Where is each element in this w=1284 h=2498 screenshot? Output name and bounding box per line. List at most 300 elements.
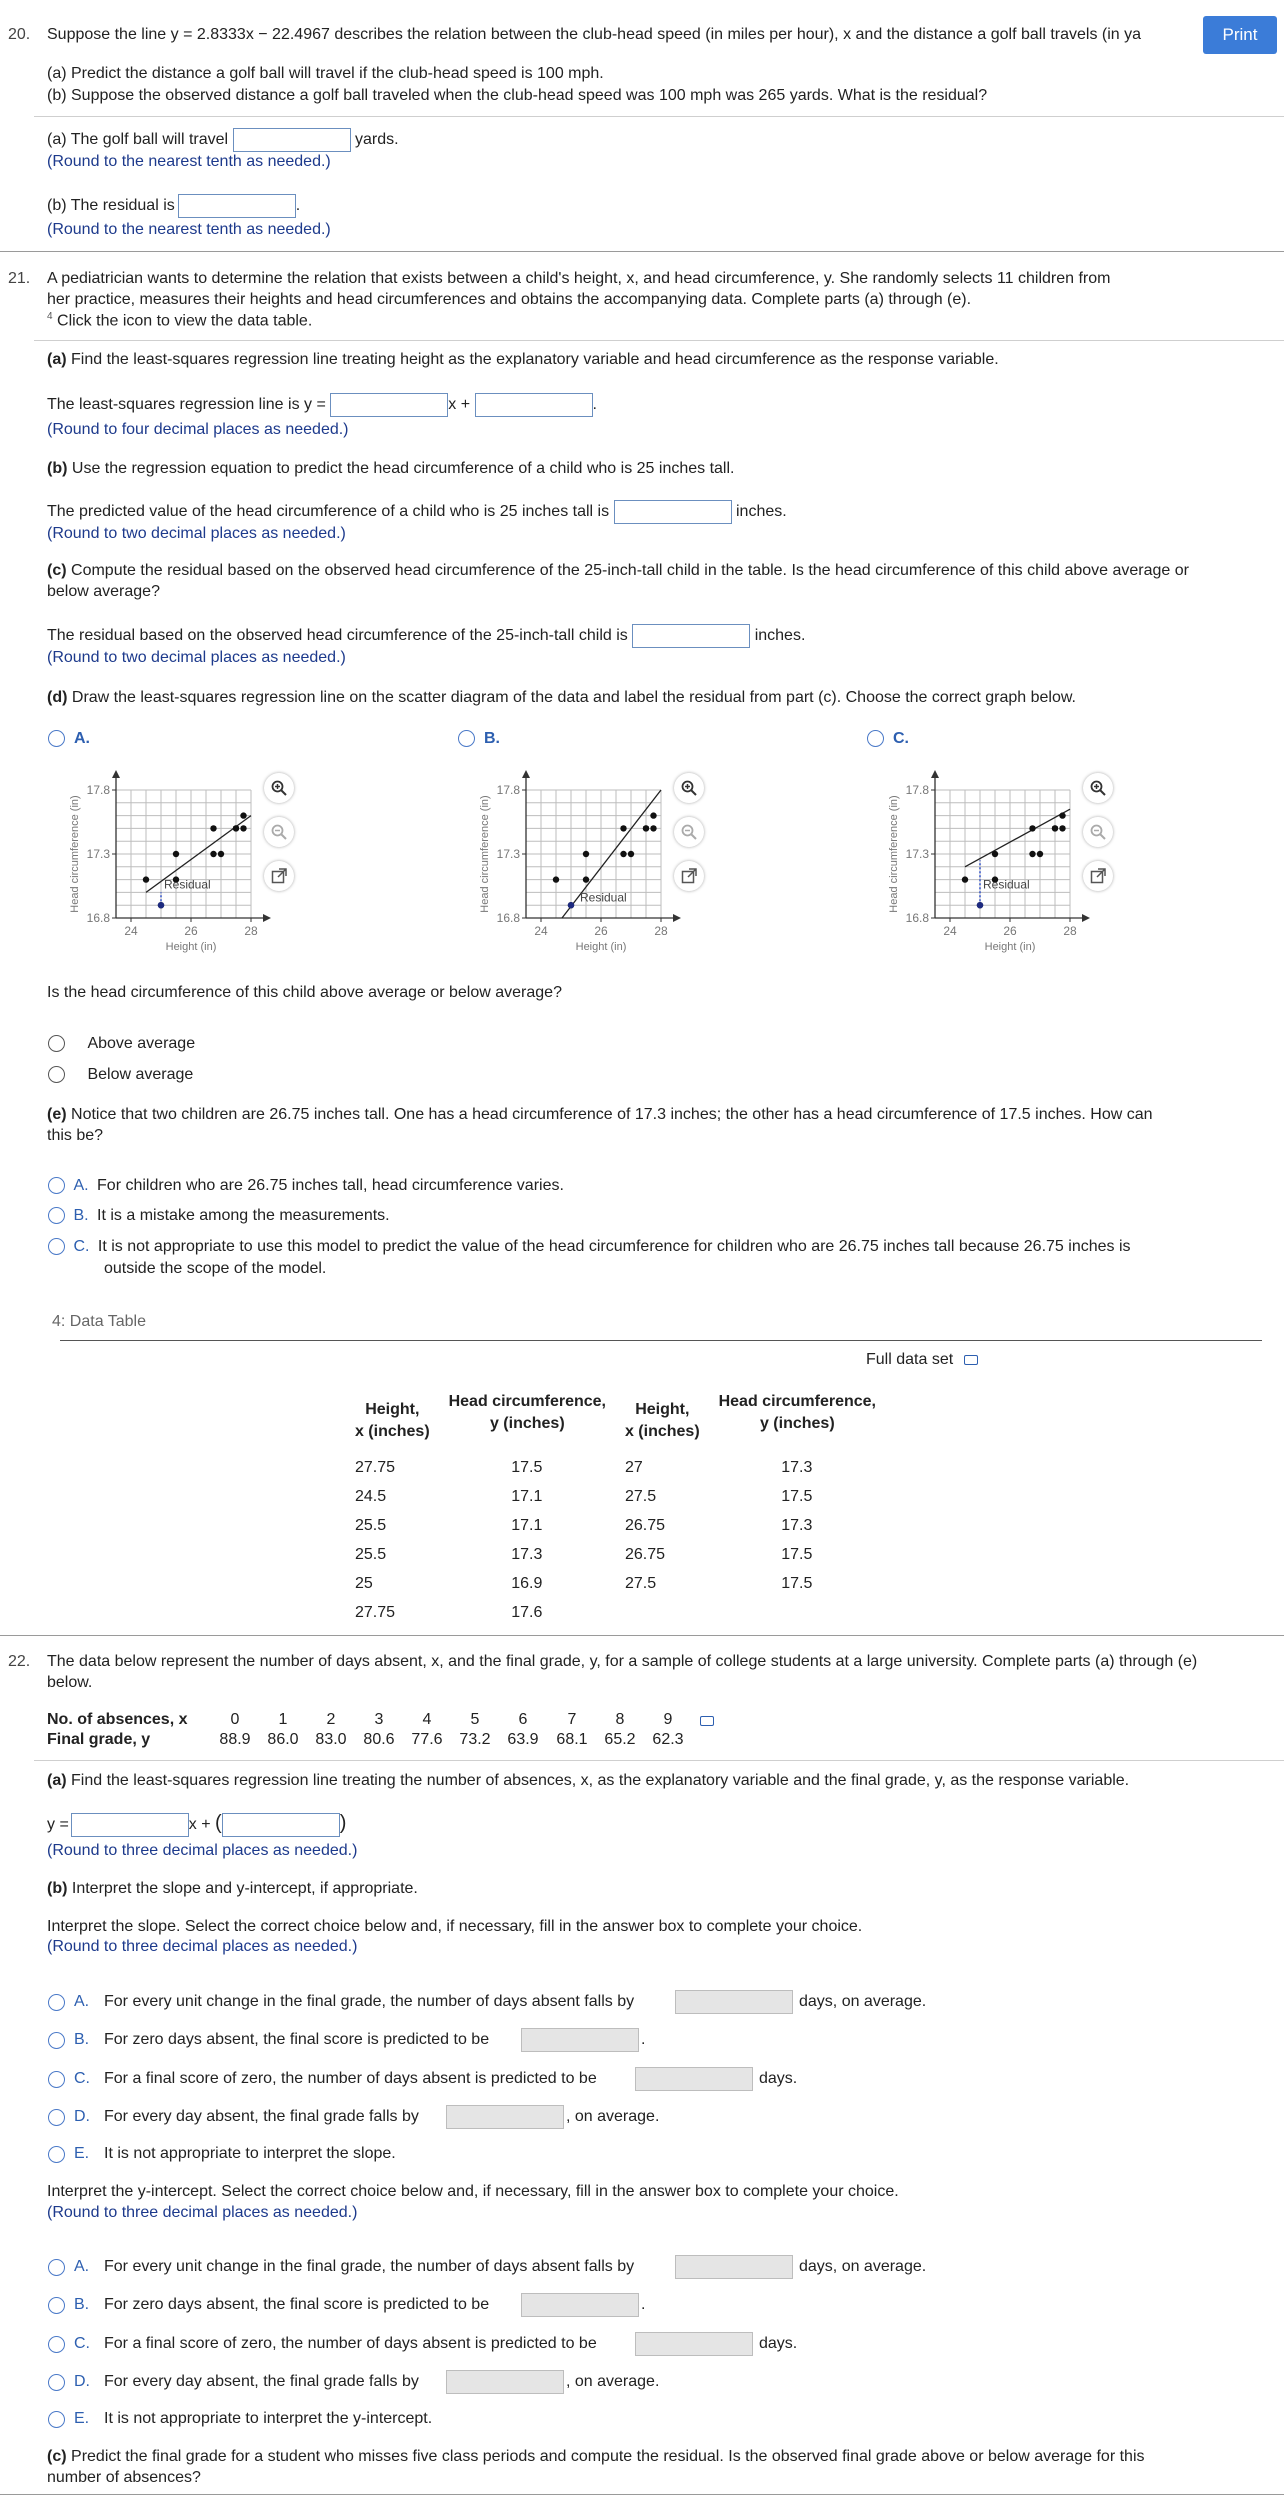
grade-value: 88.9 [219, 1731, 251, 1748]
slope-option-b-post: . [641, 2031, 646, 2048]
table-cell: 17.5 [511, 1458, 543, 1476]
th-head-2: Head circumference, y (inches) [718, 1393, 876, 1432]
graph-option-c[interactable] [867, 727, 1197, 967]
absence-value: 0 [230, 1711, 240, 1728]
intercept-option-e-radio[interactable] [48, 2411, 65, 2428]
q20-round-a: (Round to the nearest tenth as needed.) [47, 153, 331, 170]
q21-residual-input[interactable] [632, 624, 750, 648]
slope-option-c-text: For a final score of zero, the number of days absent is predicted to be [104, 2070, 597, 2087]
y-tick-label: 16.8 [905, 911, 929, 925]
absence-value: 7 [567, 1711, 577, 1728]
zoom-in-icon[interactable] [264, 773, 294, 803]
row-y-label: Final grade, y [47, 1731, 151, 1748]
th-height-2: Height, x (inches) [624, 1401, 700, 1440]
e-option-a[interactable] [48, 1177, 564, 1195]
graph-option-a-radio[interactable] [48, 730, 65, 747]
q21-number: 21. [8, 270, 31, 287]
q21-b-post: inches. [736, 503, 787, 521]
data-point [583, 851, 589, 857]
table-cell: 27 [625, 1458, 643, 1476]
q21-e-label: (e) [47, 1106, 67, 1123]
q22-part-a [47, 1772, 1129, 1790]
intercept-option-c-letter: C. [74, 2335, 90, 2352]
grade-value: 62.3 [652, 1731, 684, 1748]
zoom-out-icon[interactable] [264, 817, 294, 847]
data-point [143, 876, 149, 882]
q21-data-ref[interactable] [47, 311, 312, 330]
x-axis-label: Height (in) [165, 941, 217, 953]
data-point [1037, 851, 1043, 857]
graph-option-a[interactable] [48, 727, 378, 967]
grade-value: 73.2 [459, 1731, 491, 1748]
graph-option-c-radio[interactable] [867, 730, 884, 747]
slope-option-a[interactable] [48, 1993, 1248, 2019]
q22-number: 22. [8, 1653, 31, 1670]
grade-value: 68.1 [556, 1731, 588, 1748]
intercept-option-e-text: It is not appropriate to interpret the y-intercept. [104, 2410, 433, 2427]
expand-icon[interactable] [1083, 861, 1113, 891]
x-tick-label: 24 [943, 924, 957, 938]
table-cell: 17.6 [511, 1603, 543, 1621]
slope-option-b-text: For zero days absent, the final score is predicted to be [104, 2031, 490, 2048]
data-point [650, 812, 656, 818]
x-tick-label: 26 [1003, 924, 1017, 938]
x-tick-label: 26 [184, 924, 198, 938]
slope-option-c-radio[interactable] [48, 2071, 65, 2088]
scatter-plot-a [48, 755, 278, 965]
zoom-in-icon[interactable] [1083, 773, 1113, 803]
q21-part-c [47, 562, 1189, 580]
data-point [650, 825, 656, 831]
q21-b-label: (b) [47, 460, 68, 477]
slope-option-e-radio[interactable] [48, 2146, 65, 2163]
table-cell: 25.5 [355, 1545, 387, 1563]
data-point [233, 825, 239, 831]
zoom-out-icon[interactable] [674, 817, 704, 847]
slope-option-a-letter: A. [74, 1993, 90, 2010]
q21-stem-line1: A pediatrician wants to determine the relation that exists between a child's height, x, and head circumference, y. She randomly selects 11 children from [47, 270, 1111, 287]
open-paren: ( [215, 1812, 222, 1834]
slope-option-a-radio[interactable] [48, 1994, 65, 2011]
x-tick-label: 28 [244, 924, 258, 938]
e-option-c-letter: C. [73, 1238, 90, 1255]
data-point [218, 851, 224, 857]
table-cell: 27.75 [355, 1458, 396, 1476]
table-cell: 17.3 [781, 1516, 813, 1534]
data-point [1029, 851, 1035, 857]
q21-slope-input[interactable] [330, 393, 448, 417]
table-cell: 17.1 [511, 1516, 543, 1534]
q20-part-a-prompt: (a) Predict the distance a golf ball will travel if the club-head speed is 100 mph. [47, 65, 604, 82]
absence-value: 8 [615, 1711, 625, 1728]
table-cell: 17.3 [511, 1545, 543, 1563]
q21-c-text2: below average? [47, 583, 160, 600]
q22-c-text1: Predict the final grade for a student who misses five class periods and compute the residual. Is the observed final grade above or below average for this [71, 2448, 1145, 2465]
slope-option-d-post: , on average. [566, 2108, 660, 2125]
y-tick-label: 17.3 [496, 847, 520, 861]
slope-option-e-text: It is not appropriate to interpret the slope. [104, 2145, 396, 2162]
intercept-option-d-radio[interactable] [48, 2374, 65, 2391]
slope-option-a-text: For every unit change in the final grade, the number of days absent falls by [104, 1993, 635, 2010]
intercept-option-b-post: . [641, 2296, 646, 2313]
close-paren: ) [339, 1812, 347, 1834]
q22-a-eq-pre: y = [47, 1816, 69, 1833]
avg-option-below[interactable] [48, 1066, 193, 1084]
data-point [240, 812, 246, 818]
above-average-label: Above average [87, 1035, 196, 1052]
row-x-label: No. of absences, x [47, 1711, 188, 1728]
data-point [620, 825, 626, 831]
y-axis-label: Head circumference (in) [479, 795, 491, 913]
regression-line [965, 809, 1070, 867]
e-option-b[interactable] [48, 1207, 390, 1225]
slope-option-e-letter: E. [74, 2145, 90, 2162]
slope-option-e[interactable] [48, 2145, 1248, 2171]
data-point [173, 851, 179, 857]
grade-value: 77.6 [411, 1731, 443, 1748]
q21-a-pre: The least-squares regression line is y = [47, 396, 326, 414]
q21-e-text2: this be? [47, 1127, 104, 1144]
intercept-option-d-post: , on average. [566, 2373, 660, 2390]
x-axis-label: Height (in) [984, 941, 1036, 953]
grade-value: 80.6 [363, 1731, 395, 1748]
x-axis-arrow [673, 914, 681, 922]
data-point-25in [568, 902, 574, 908]
q21-d-label: (d) [47, 689, 68, 706]
y-axis-arrow [112, 770, 120, 778]
intercept-option-a-letter: A. [74, 2258, 90, 2275]
th-height-1: Height, x (inches) [354, 1401, 430, 1440]
q21-ref-text: Click the icon to view the data table. [57, 312, 313, 330]
data-point [962, 876, 968, 882]
q20-stem: Suppose the line y = 2.8333x − 22.4967 describes the relation between the club-head speed (in miles per hour), x and the distance a golf ball travels (in ya [47, 26, 1142, 43]
q20-answer-a-post: yards. [355, 131, 399, 149]
slope-option-c-post: days. [759, 2070, 798, 2087]
intercept-round: (Round to three decimal places as needed.) [47, 2204, 358, 2221]
data-point [1052, 825, 1058, 831]
table-cell: 24.5 [355, 1487, 387, 1505]
graph-option-c-letter: C. [893, 730, 909, 747]
slope-option-b[interactable] [48, 2031, 1248, 2057]
intercept-option-e-letter: E. [74, 2410, 90, 2427]
intercept-option-d-input[interactable] [446, 2370, 564, 2394]
zoom-in-icon[interactable] [674, 773, 704, 803]
q21-b-answer [47, 500, 787, 524]
data-point [210, 851, 216, 857]
q20-answer-b-pre: (b) The residual is [47, 197, 175, 215]
intercept-option-a-post: days, on average. [799, 2258, 927, 2275]
table-cell: 25.5 [355, 1516, 387, 1534]
e-option-c-radio[interactable] [48, 1238, 65, 1255]
q22-a-round: (Round to three decimal places as needed.) [47, 1842, 358, 1859]
q21-a-text: Find the least-squares regression line treating height as the explanatory variable and head circumference as the response variable. [71, 351, 999, 368]
intercept-option-b-input[interactable] [521, 2293, 639, 2317]
intercept-option-d-letter: D. [74, 2373, 90, 2390]
y-tick-label: 17.3 [905, 847, 929, 861]
grade-value: 63.9 [507, 1731, 539, 1748]
q22-c-text2: number of absences? [47, 2469, 201, 2486]
table-cell [607, 1598, 718, 1627]
data-point [1059, 825, 1065, 831]
grade-value: 83.0 [315, 1731, 347, 1748]
table-cell: 26.75 [625, 1545, 666, 1563]
q20-answer-b-post: . [295, 197, 301, 215]
absence-value: 5 [470, 1711, 480, 1728]
print-button[interactable]: Print [1203, 16, 1277, 54]
y-axis-label: Head circumference (in) [69, 795, 81, 913]
e-option-b-letter: B. [73, 1207, 89, 1224]
residual-label: Residual [580, 890, 627, 905]
slope-option-d-text: For every day absent, the final grade falls by [104, 2108, 419, 2125]
table-cell: 17.5 [781, 1487, 813, 1505]
slope-option-a-input[interactable] [675, 1990, 793, 2014]
q22-b-text: Interpret the slope and y-intercept, if appropriate. [71, 1880, 418, 1897]
intercept-option-a[interactable] [48, 2258, 1248, 2284]
data-point [620, 851, 626, 857]
y-tick-label: 17.8 [86, 783, 110, 797]
slope-option-c[interactable] [48, 2070, 1248, 2096]
q22-a-label: (a) [47, 1772, 67, 1789]
q21-part-d [47, 689, 1076, 707]
e-option-b-text: It is a mistake among the measurements. [97, 1207, 390, 1224]
q21-part-b [47, 460, 734, 478]
below-average-radio[interactable] [48, 1066, 65, 1083]
e-option-b-radio[interactable] [48, 1207, 65, 1224]
intercept-option-b-radio[interactable] [48, 2297, 65, 2314]
q21-c-label: (c) [47, 562, 67, 579]
q20-part-b-prompt: (b) Suppose the observed distance a golf ball traveled when the club-head speed was 100 mph was 265 yards. What is the residual? [47, 87, 988, 104]
data-point [553, 876, 559, 882]
graph-option-b-radio[interactable] [458, 730, 475, 747]
q20-answer-a [47, 128, 399, 152]
data-point [643, 825, 649, 831]
q21-part-a [47, 351, 999, 369]
y-tick-label: 16.8 [86, 911, 110, 925]
data-point [628, 851, 634, 857]
q21-avg-question: Is the head circumference of this child above average or below average? [47, 984, 562, 1001]
q21-stem-line2: her practice, measures their heights and head circumferences and obtains the accompanying data. Complete parts (a) through (e). [47, 291, 972, 308]
q21-intercept-input[interactable] [475, 393, 593, 417]
table-row [337, 1482, 877, 1511]
table-cell: 27.75 [355, 1603, 396, 1621]
grade-value: 86.0 [267, 1731, 299, 1748]
e-option-c-text: It is not appropriate to use this model to predict the value of the head circumference for children who are 26.75 inches tall because 26.75 inches is [97, 1238, 1131, 1255]
full-data-set-label: Full data set [866, 1351, 954, 1368]
e-option-c-text2: outside the scope of the model. [104, 1260, 327, 1277]
intercept-option-b-letter: B. [74, 2296, 90, 2313]
slope-option-b-radio[interactable] [48, 2032, 65, 2049]
intercept-option-a-radio[interactable] [48, 2259, 65, 2276]
avg-option-above[interactable] [48, 1035, 195, 1053]
data-table [337, 1390, 877, 1627]
graph-option-b-letter: B. [484, 730, 500, 747]
q22-intercept-input[interactable] [222, 1813, 340, 1837]
residual-label: Residual [164, 877, 211, 892]
intercept-option-c-post: days. [759, 2335, 798, 2352]
e-option-a-letter: A. [73, 1177, 89, 1194]
table-row [337, 1453, 877, 1482]
q22-c-label: (c) [47, 2448, 67, 2465]
data-point-25in [158, 902, 164, 908]
y-tick-label: 17.8 [496, 783, 520, 797]
full-data-set-link[interactable] [866, 1351, 978, 1369]
intercept-prompt: Interpret the y-intercept. Select the correct choice below and, if necessary, fill in the answer box to complete your choice. [47, 2183, 899, 2200]
q21-b-round: (Round to two decimal places as needed.) [47, 525, 346, 542]
q21-a-round: (Round to four decimal places as needed.) [47, 421, 349, 438]
y-tick-label: 17.3 [86, 847, 110, 861]
intercept-option-b[interactable] [48, 2296, 1248, 2322]
table-row [337, 1511, 877, 1540]
table-row [337, 1540, 877, 1569]
expand-icon[interactable] [264, 861, 294, 891]
q20-residual-input[interactable] [178, 194, 296, 218]
slope-option-d-radio[interactable] [48, 2109, 65, 2126]
q21-b-pre: The predicted value of the head circumference of a child who is 25 inches tall is [47, 503, 610, 521]
q22-a-equation [47, 1812, 346, 1837]
y-axis-arrow [931, 770, 939, 778]
copy-data-icon-q22[interactable] [700, 1716, 714, 1726]
y-tick-label: 16.8 [496, 911, 520, 925]
q21-c-pre: The residual based on the observed head circumference of the 25-inch-tall child is [47, 627, 628, 645]
intercept-option-c-text: For a final score of zero, the number of days absent is predicted to be [104, 2335, 597, 2352]
slope-option-b-letter: B. [74, 2031, 90, 2048]
slope-option-a-post: days, on average. [799, 1993, 927, 2010]
slope-option-d-input[interactable] [446, 2105, 564, 2129]
q21-predicted-input[interactable] [614, 500, 732, 524]
table-row [337, 1569, 877, 1598]
q21-a-post: . [592, 396, 597, 414]
q20-answer-a-pre: (a) The golf ball will travel [47, 131, 229, 149]
intercept-option-d[interactable] [48, 2373, 1248, 2399]
data-point-25in [977, 902, 983, 908]
q20-number: 20. [8, 26, 31, 43]
copy-data-icon[interactable] [964, 1355, 978, 1365]
th-head-1: Head circumference, y (inches) [448, 1393, 606, 1432]
zoom-out-icon[interactable] [1083, 817, 1113, 847]
x-tick-label: 24 [534, 924, 548, 938]
q21-a-mid: x + [448, 396, 471, 414]
x-axis-label: Height (in) [575, 941, 627, 953]
q21-d-text: Draw the least-squares regression line on the scatter diagram of the data and label the residual from part (c). Choose the correct graph below. [71, 689, 1076, 706]
x-tick-label: 26 [594, 924, 608, 938]
intercept-option-e[interactable] [48, 2410, 1248, 2436]
intercept-option-c-radio[interactable] [48, 2336, 65, 2353]
data-point [240, 825, 246, 831]
y-axis-arrow [522, 770, 530, 778]
table-cell: 17.5 [781, 1574, 813, 1592]
absence-value: 2 [326, 1711, 336, 1728]
q22-stem-line1: The data below represent the number of days absent, x, and the final grade, y, for a sample of college students at a large university. Complete parts (a) through (e) [47, 1653, 1198, 1670]
q22-slope-input[interactable] [71, 1813, 189, 1837]
absence-value: 1 [278, 1711, 288, 1728]
data-point [583, 876, 589, 882]
slope-option-d-letter: D. [74, 2108, 90, 2125]
q22-a-eq-mid: x + [188, 1816, 211, 1833]
intercept-option-b-text: For zero days absent, the final score is predicted to be [104, 2296, 490, 2313]
q21-part-e [47, 1106, 1153, 1124]
x-tick-label: 24 [124, 924, 138, 938]
y-axis-label: Head circumference (in) [888, 795, 900, 913]
below-average-label: Below average [87, 1066, 194, 1083]
x-tick-label: 28 [1063, 924, 1077, 938]
slope-option-b-input[interactable] [521, 2028, 639, 2052]
intercept-option-c-input[interactable] [635, 2332, 753, 2356]
e-option-a-radio[interactable] [48, 1177, 65, 1194]
table-cell: 27.5 [625, 1487, 657, 1505]
y-tick-label: 17.8 [905, 783, 929, 797]
q21-c-answer [47, 624, 805, 648]
q20-answer-b [47, 194, 300, 218]
slope-option-d[interactable] [48, 2108, 1248, 2134]
table-cell: 17.5 [781, 1545, 813, 1563]
grade-value: 65.2 [604, 1731, 636, 1748]
absence-value: 6 [518, 1711, 528, 1728]
table-cell: 17.1 [511, 1487, 543, 1505]
residual-label: Residual [983, 877, 1030, 892]
q21-c-text1: Compute the residual based on the observed head circumference of the 25-inch-tall child in the table. Is the head circumference of this child above average or [71, 562, 1189, 579]
expand-icon[interactable] [674, 861, 704, 891]
intercept-option-a-text: For every unit change in the final grade, the number of days absent falls by [104, 2258, 635, 2275]
table-cell [718, 1598, 877, 1627]
table-row [337, 1598, 877, 1627]
table-cell: 26.75 [625, 1516, 666, 1534]
q21-a-label: (a) [47, 351, 67, 368]
data-point [992, 851, 998, 857]
q21-a-answer [47, 393, 597, 417]
q22-part-b [47, 1880, 418, 1898]
q21-c-round: (Round to two decimal places as needed.) [47, 649, 346, 666]
absence-value: 4 [422, 1711, 432, 1728]
x-tick-label: 28 [654, 924, 668, 938]
x-axis-arrow [263, 914, 271, 922]
e-option-c[interactable] [48, 1238, 1131, 1256]
q21-e-text1: Notice that two children are 26.75 inches tall. One has a head circumference of 17.3 inches; the other has a head circumference of 17.5 inches. How can [71, 1106, 1153, 1123]
slope-round: (Round to three decimal places as needed.) [47, 1938, 358, 1955]
q21-b-text: Use the regression equation to predict the head circumference of a child who is 25 inches tall. [71, 460, 735, 477]
table-cell: 17.3 [781, 1458, 813, 1476]
intercept-option-d-text: For every day absent, the final grade falls by [104, 2373, 419, 2390]
data-table-title: 4: Data Table [52, 1313, 146, 1330]
data-point [1029, 825, 1035, 831]
data-point [210, 825, 216, 831]
slope-option-c-letter: C. [74, 2070, 90, 2087]
scatter-plot-c [867, 755, 1097, 965]
q22-a-text: Find the least-squares regression line treating the number of absences, x, as the explanatory variable and the final grade, y, as the response variable. [71, 1772, 1130, 1789]
table-cell: 16.9 [511, 1574, 543, 1592]
table-cell: 25 [355, 1574, 373, 1592]
table-cell: 27.5 [625, 1574, 657, 1592]
q21-ref-number: 4 [47, 311, 53, 322]
graph-option-b[interactable] [458, 727, 788, 967]
x-axis-arrow [1082, 914, 1090, 922]
absence-value: 3 [374, 1711, 384, 1728]
slope-option-c-input[interactable] [635, 2067, 753, 2091]
scatter-plot-b [458, 755, 688, 965]
q22-b-label: (b) [47, 1880, 68, 1897]
q20-distance-input[interactable] [233, 128, 351, 152]
slope-prompt: Interpret the slope. Select the correct choice below and, if necessary, fill in the answer box to complete your choice. [47, 1918, 863, 1935]
q21-c-post: inches. [754, 627, 806, 645]
graph-option-a-letter: A. [74, 730, 90, 747]
above-average-radio[interactable] [48, 1035, 65, 1052]
data-point [1059, 812, 1065, 818]
absence-value: 9 [663, 1711, 673, 1728]
q20-round-b: (Round to the nearest tenth as needed.) [47, 221, 331, 238]
q22-stem-line2: below. [47, 1674, 93, 1691]
intercept-option-c[interactable] [48, 2335, 1248, 2361]
intercept-option-a-input[interactable] [675, 2255, 793, 2279]
q22-part-c [47, 2448, 1145, 2466]
